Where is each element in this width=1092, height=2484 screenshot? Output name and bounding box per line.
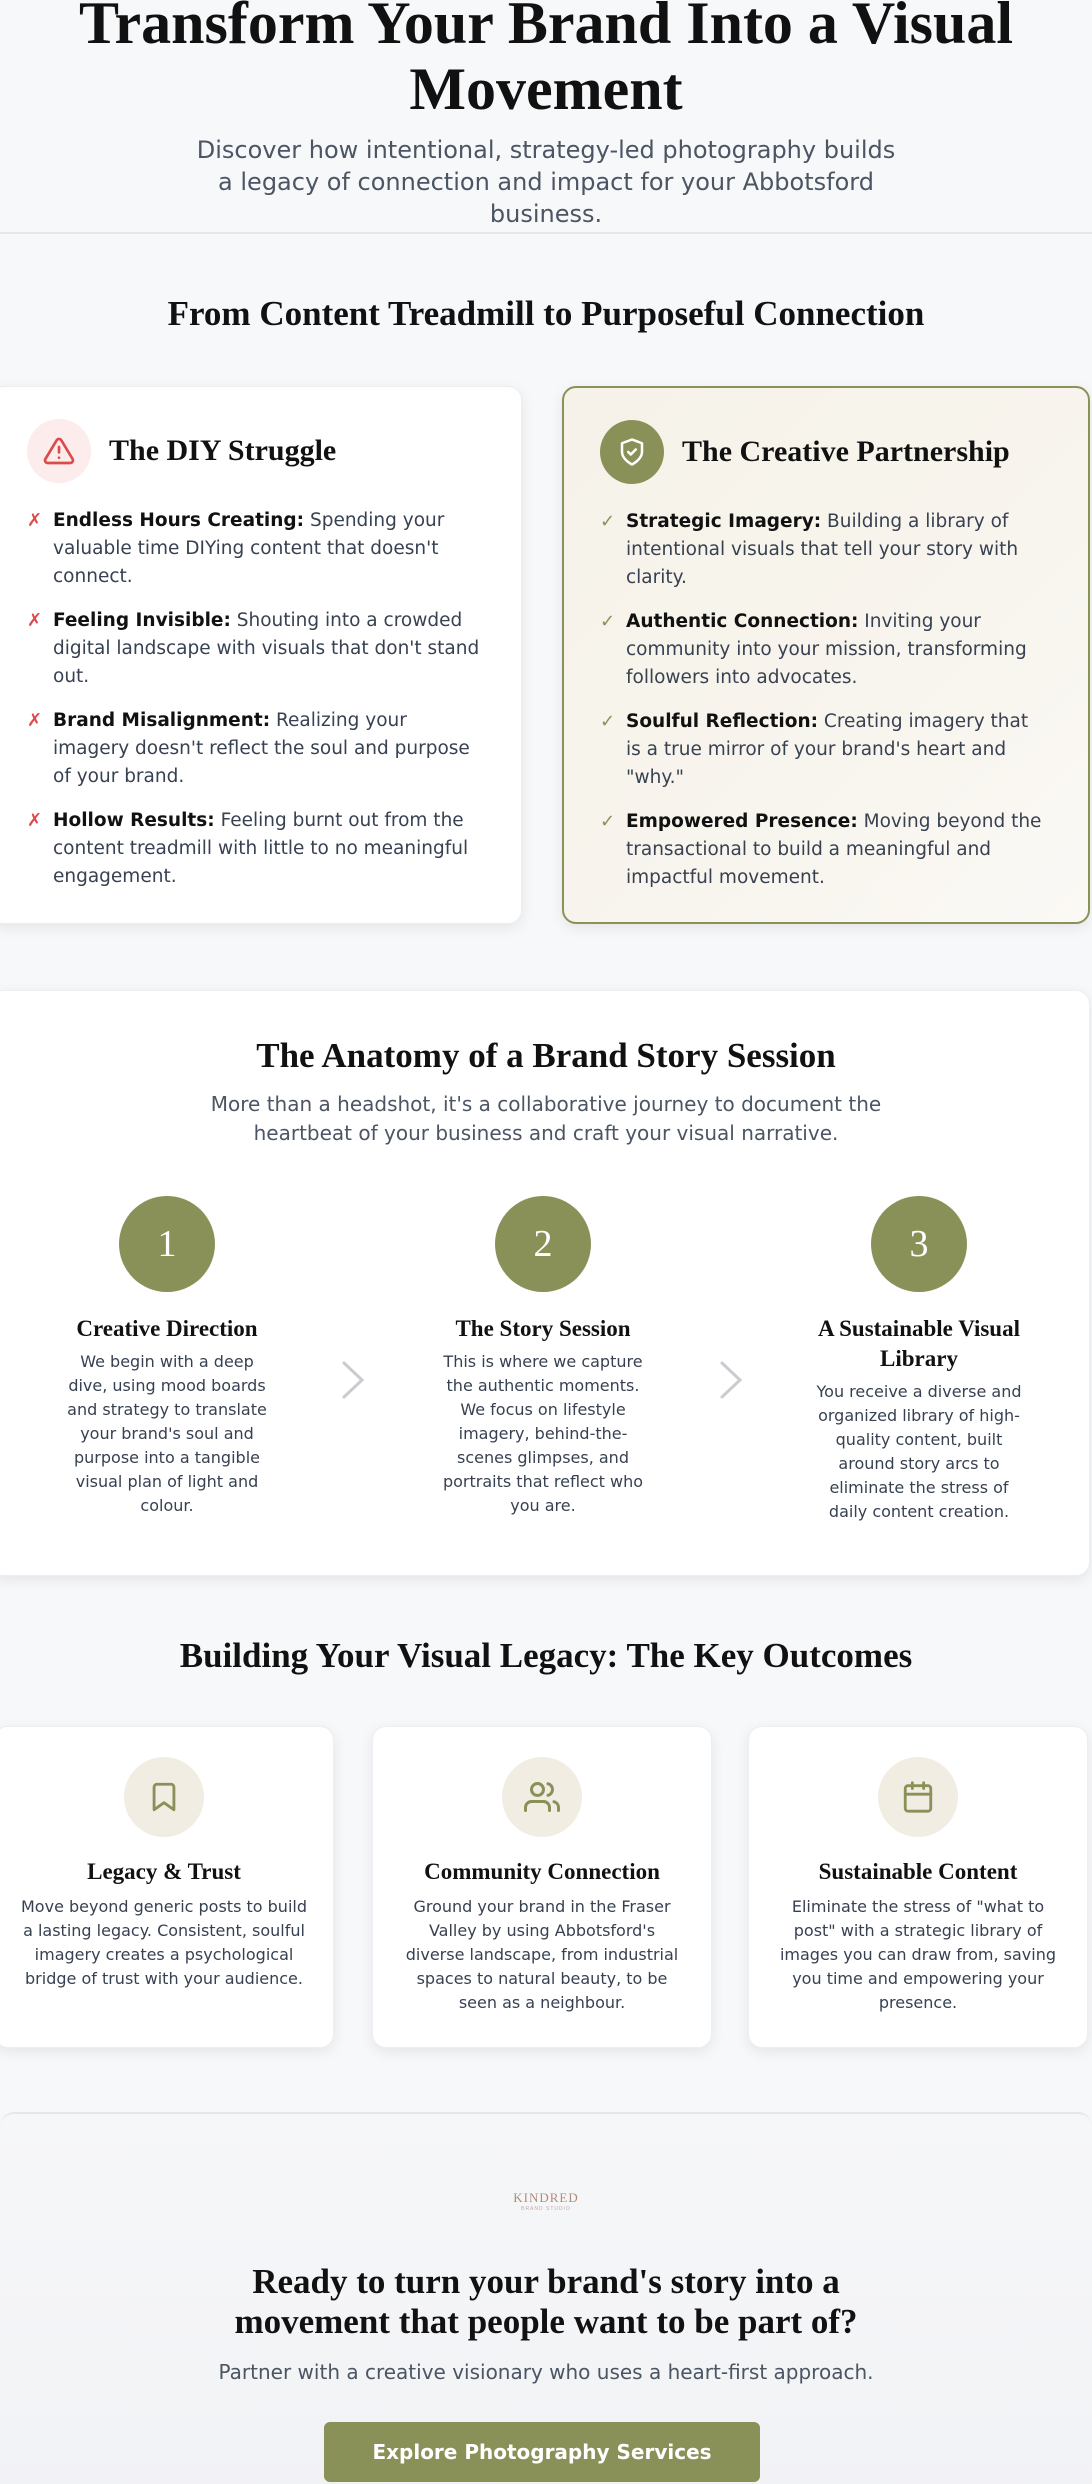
step-number: 1 [119, 1196, 215, 1292]
chevron-right-icon [338, 1355, 368, 1405]
step-title: A Sustainable Visual Library [818, 1316, 1020, 1371]
step-story-session [428, 1196, 658, 1518]
list-item: ✓ Authentic Connection: Inviting your community into your mission, transforming followers into advocates. [600, 608, 1048, 692]
diy-struggle-title: The DIY Struggle [109, 434, 337, 467]
chevron-right-icon [716, 1355, 746, 1405]
step-text: We begin with a deep dive, using mood boards and strategy to translate your brand's soul and purpose into a tangible visual plan of light and colour. [67, 1352, 267, 1515]
outcome-text: Move beyond generic posts to build a lasting legacy. Consistent, soulful imagery creates a psychological bridge of trust with your audience. [21, 1897, 307, 1988]
outcome-title: Sustainable Content [818, 1859, 1018, 1884]
outcome-text: Eliminate the stress of "what to post" with a strategic library of images you can draw from, saving you time and empowering your presence. [779, 1897, 1057, 2012]
struggle-list [27, 507, 481, 907]
step-number: 3 [871, 1196, 967, 1292]
diy-struggle-card [0, 386, 522, 924]
outcomes-title: Building Your Visual Legacy: The Key Outcomes [179, 1636, 913, 1675]
creative-partnership-title: The Creative Partnership [682, 435, 1010, 468]
cta-subtitle: Partner with a creative visionary who uses a heart-first approach. [218, 2360, 874, 2384]
list-item: ✗ Brand Misalignment: Realizing your imagery doesn't reflect the soul and purpose of your brand. [27, 707, 481, 791]
calendar-icon [878, 1757, 958, 1837]
outcome-card-legacy [0, 1726, 334, 2048]
partnership-list [600, 508, 1048, 908]
anatomy-title: The Anatomy of a Brand Story Session [256, 1036, 836, 1075]
anatomy-subtitle: More than a headshot, it's a collaborative journey to document the heartbeat of your business and craft your visual narrative. [210, 1092, 882, 1145]
list-item: ✗ Feeling Invisible: Shouting into a crowded digital landscape with visuals that don't stand out. [27, 607, 481, 691]
x-mark-icon: ✗ [27, 710, 43, 731]
step-title: Creative Direction [76, 1316, 258, 1341]
explore-services-button[interactable]: Explore Photography Services [324, 2422, 760, 2482]
outcome-card-community [372, 1726, 712, 2048]
check-icon: ✓ [600, 511, 616, 532]
creative-partnership-card [562, 386, 1090, 924]
comparison-title: From Content Treadmill to Purposeful Connection [167, 294, 925, 333]
list-item: ✗ Hollow Results: Feeling burnt out from the content treadmill with little to no meaningful engagement. [27, 807, 481, 891]
outcome-card-sustainable [748, 1726, 1088, 2048]
hero-subtitle: Discover how intentional, strategy-led photography builds a legacy of connection and impact for your Abbotsford business. [196, 136, 896, 228]
kindred-logo: KINDRED BRAND STUDIO [513, 2190, 579, 2212]
outcome-title: Community Connection [424, 1859, 660, 1884]
list-item: ✗ Endless Hours Creating: Spending your valuable time DIYing content that doesn't connect. [27, 507, 481, 591]
step-creative-direction [52, 1196, 282, 1518]
warning-icon [27, 419, 91, 483]
outcome-text: Ground your brand in the Fraser Valley by using Abbotsford's diverse landscape, from industrial spaces to natural beauty, to be seen as a neighbour. [405, 1897, 679, 2012]
step-title: The Story Session [455, 1316, 631, 1341]
check-icon: ✓ [600, 711, 616, 732]
shield-check-icon [600, 420, 664, 484]
check-icon: ✓ [600, 611, 616, 632]
hero-title: Transform Your Brand Into a Visual Movement [78, 0, 1014, 122]
users-icon [502, 1757, 582, 1837]
check-icon: ✓ [600, 811, 616, 832]
x-mark-icon: ✗ [27, 610, 43, 631]
bookmark-icon [124, 1757, 204, 1837]
list-item: ✓ Soulful Reflection: Creating imagery that is a true mirror of your brand's heart and "why." [600, 708, 1048, 792]
x-mark-icon: ✗ [27, 510, 43, 531]
list-item: ✓ Strategic Imagery: Building a library of intentional visuals that tell your story with clarity. [600, 508, 1048, 592]
section-divider [0, 232, 1092, 234]
cta-title: Ready to turn your brand's story into a movement that people want to be part of? [234, 2262, 858, 2341]
step-text: You receive a diverse and organized library of high-quality content, built around story arcs to eliminate the stress of daily content creation. [816, 1382, 1022, 1521]
x-mark-icon: ✗ [27, 810, 43, 831]
step-visual-library [804, 1196, 1034, 1524]
step-text: This is where we capture the authentic moments. We focus on lifestyle imagery, behind-the-scenes glimpses, and portraits that reflect who you are. [442, 1352, 644, 1515]
step-number: 2 [495, 1196, 591, 1292]
outcome-title: Legacy & Trust [87, 1859, 241, 1884]
list-item: ✓ Empowered Presence: Moving beyond the transactional to build a meaningful and impactful movement. [600, 808, 1048, 892]
